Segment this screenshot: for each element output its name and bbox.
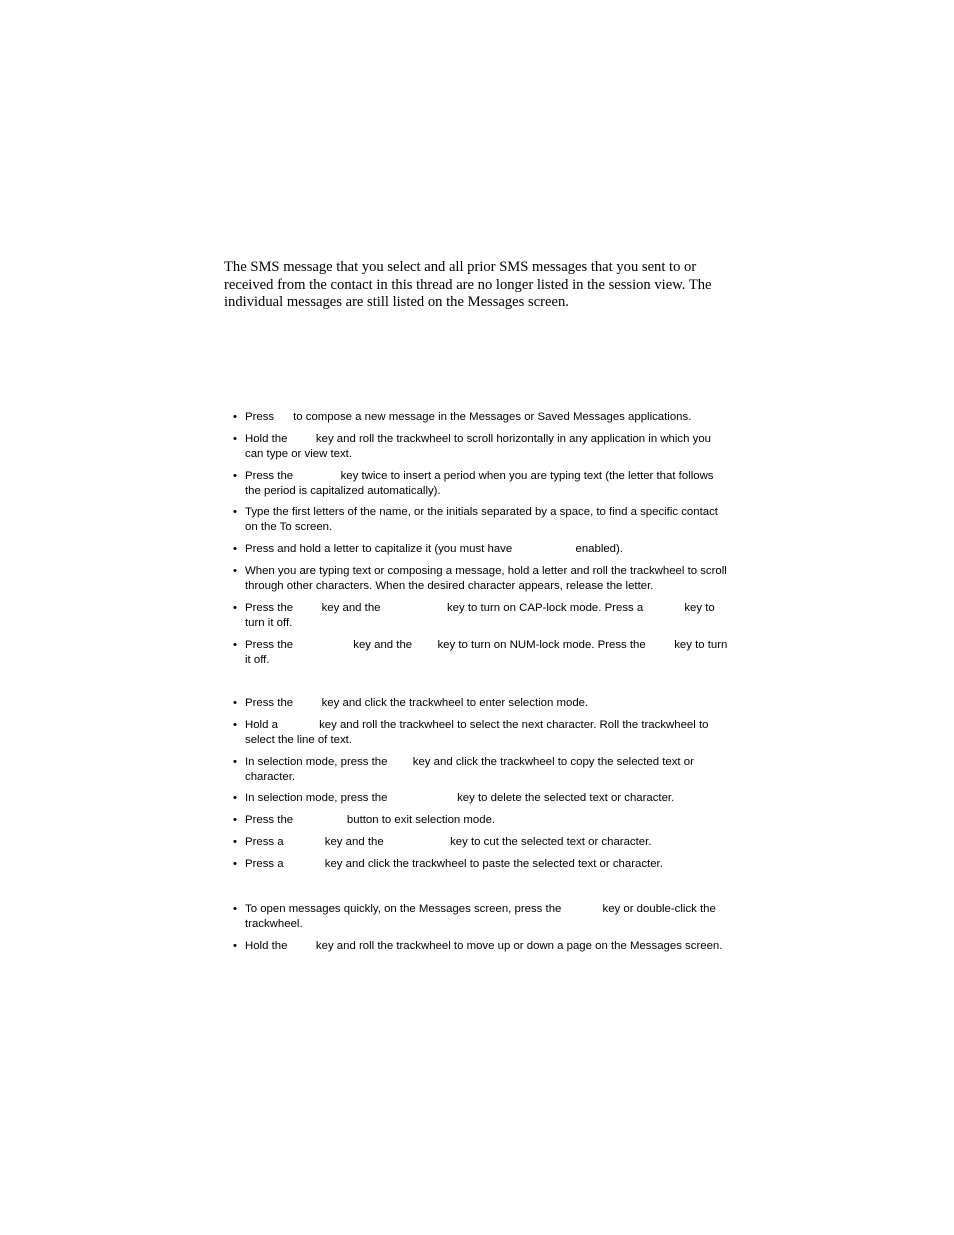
list-item bbox=[233, 791, 729, 806]
tip-text: Hold the key and roll the trackwheel to scroll horizontally in any application in which you can type or view text. bbox=[245, 432, 715, 460]
tip-text: Press to compose a new message in the Messages or Saved Messages applications. bbox=[245, 411, 692, 423]
bullet: • bbox=[233, 857, 237, 870]
list-item bbox=[233, 696, 729, 711]
tip-text: Hold a key and roll the trackwheel to select the next character. Roll the trackwheel to select the line of text. bbox=[245, 718, 712, 746]
typing-tips-list bbox=[233, 410, 729, 674]
tip-text: When you are typing text or composing a message, hold a letter and roll the trackwheel to scroll through other characters. When the desired character appears, release the letter. bbox=[245, 564, 730, 592]
list-item bbox=[233, 902, 729, 932]
tip-text: Press the key and the key to turn on CAP-lock mode. Press a key to turn it off. bbox=[245, 601, 718, 629]
intro-paragraph: The SMS message that you select and all prior SMS messages that you sent to or received from the contact in this thread are no longer listed in the session view. The individual messages are still listed on the Messages screen. bbox=[224, 259, 712, 311]
list-item bbox=[233, 410, 729, 425]
bullet: • bbox=[233, 835, 237, 848]
bullet: • bbox=[233, 506, 237, 519]
bullet: • bbox=[233, 601, 237, 614]
list-item bbox=[233, 939, 729, 954]
bullet: • bbox=[233, 411, 237, 423]
bullet: • bbox=[233, 638, 237, 651]
bullet: • bbox=[233, 543, 237, 556]
tip-text: Hold the key and roll the trackwheel to move up or down a page on the Messages screen. bbox=[245, 939, 723, 952]
tip-text: Type the first letters of the name, or the initials separated by a space, to find a specific contact on the To screen. bbox=[245, 506, 722, 534]
tip-text: Press a key and click the trackwheel to paste the selected text or character. bbox=[245, 857, 663, 870]
tip-text: Press the button to exit selection mode. bbox=[245, 814, 496, 827]
bullet: • bbox=[233, 469, 237, 482]
bullet: • bbox=[233, 939, 237, 952]
bullet: • bbox=[233, 814, 237, 827]
tip-text: Press and hold a letter to capitalize it (you must have enabled). bbox=[245, 543, 623, 556]
list-item bbox=[233, 857, 729, 872]
messages-tips-list bbox=[233, 902, 729, 961]
tip-text: Press the key and click the trackwheel to enter selection mode. bbox=[245, 697, 589, 709]
tip-text: In selection mode, press the key and click the trackwheel to copy the selected text or character. bbox=[245, 755, 698, 783]
tip-text: In selection mode, press the key to delete the selected text or character. bbox=[245, 792, 675, 805]
bullet: • bbox=[233, 718, 237, 731]
bullet: • bbox=[233, 792, 237, 805]
bullet: • bbox=[233, 432, 237, 445]
list-item bbox=[233, 813, 729, 828]
list-item bbox=[233, 469, 729, 499]
list-item bbox=[233, 638, 729, 668]
list-item bbox=[233, 542, 729, 557]
bullet: • bbox=[233, 903, 237, 915]
bullet: • bbox=[233, 564, 237, 577]
list-item bbox=[233, 432, 729, 462]
tip-text: To open messages quickly, on the Messages screen, press the key or double-click the trackwheel. bbox=[245, 903, 720, 930]
tip-text: Press a key and the key to cut the selected text or character. bbox=[245, 835, 652, 848]
list-item bbox=[233, 718, 729, 748]
list-item bbox=[233, 564, 729, 594]
selection-tips-list bbox=[233, 696, 729, 879]
list-item bbox=[233, 755, 729, 785]
list-item bbox=[233, 505, 729, 535]
tip-text: Press the key twice to insert a period when you are typing text (the letter that follows the period is capitalized automatically). bbox=[245, 469, 717, 497]
bullet: • bbox=[233, 755, 237, 768]
list-item bbox=[233, 835, 729, 850]
tip-text: Press the key and the key to turn on NUM-lock mode. Press the key to turn it off. bbox=[245, 638, 731, 666]
bullet: • bbox=[233, 697, 237, 709]
list-item bbox=[233, 601, 729, 631]
